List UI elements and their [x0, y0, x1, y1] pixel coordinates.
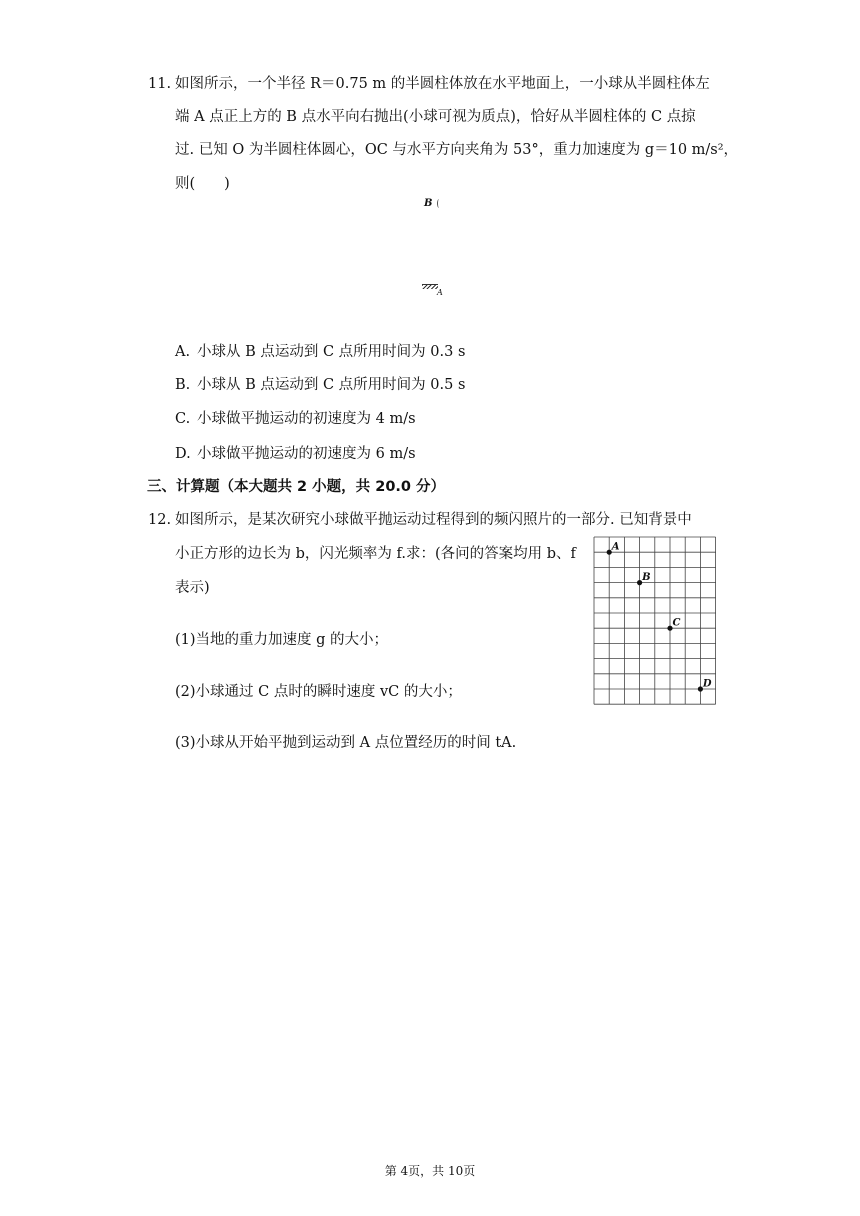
option-text: 小球从 B 点运动到 C 点所用时间为 0.5 s	[197, 377, 466, 393]
option-d	[175, 444, 416, 464]
figure-label-b: B	[424, 198, 433, 209]
option-letter: B.	[175, 377, 191, 393]
option-text: 小球从 B 点运动到 C 点所用时间为 0.3 s	[197, 344, 466, 360]
point-label-d: D	[702, 678, 712, 690]
option-c	[175, 409, 416, 429]
option-letter: C.	[175, 411, 191, 427]
option-a	[175, 342, 465, 362]
figure-label-a: A	[437, 288, 443, 297]
point-label-b: B	[642, 572, 651, 584]
q11-line-1: 如图所示，一个半径 R＝0.75 m 的半圆柱体放在水平地面上，一小球从半圆柱体左	[175, 76, 710, 92]
option-letter: D.	[175, 446, 191, 462]
q11-figure	[420, 196, 450, 306]
q11-line-4: 则( )	[175, 176, 230, 192]
q12-sub-question-2: (2)小球通过 C 点时的瞬时速度 vC 的大小；	[175, 684, 462, 700]
q12-line-1: 如图所示，是某次研究小球做平抛运动过程得到的频闪照片的一部分. 已知背景中	[175, 512, 692, 528]
q12-sub-question-3: (3)小球从开始平抛到运动到 A 点位置经历的时间 tA.	[175, 735, 517, 751]
q11-line-3: 过. 已知 O 为半圆柱体圆心，OC 与水平方向夹角为 53°，重力加速度为 g＝10 m/s²，	[175, 142, 739, 158]
q12-line-3: 表示)	[175, 580, 210, 596]
page-footer: 第 4页，共 10页	[384, 1164, 476, 1178]
section-heading: 三、计算题（本大题共 2 小题，共 20.0 分）	[147, 479, 446, 495]
strobe-grid-figure	[593, 536, 717, 706]
ball-icon	[437, 199, 441, 208]
option-b	[175, 375, 465, 395]
q12-sub-question-1: (1)当地的重力加速度 g 的大小；	[175, 632, 389, 648]
point-label-c: C	[672, 617, 681, 629]
q11-line-2: 端 A 点正上方的 B 点水平向右抛出(小球可视为质点)，恰好从半圆柱体的 C 点掠	[175, 109, 696, 125]
point-label-a: A	[611, 541, 620, 553]
question-number-12: 12.	[148, 512, 172, 528]
ground-hatch-icon	[422, 284, 438, 289]
question-number-11: 11.	[148, 76, 172, 92]
option-text: 小球做平抛运动的初速度为 6 m/s	[197, 446, 416, 462]
q12-line-2: 小正方形的边长为 b，闪光频率为 f.求：(各问的答案均用 b、f	[175, 546, 576, 562]
option-text: 小球做平抛运动的初速度为 4 m/s	[197, 411, 416, 427]
option-letter: A.	[175, 344, 191, 360]
